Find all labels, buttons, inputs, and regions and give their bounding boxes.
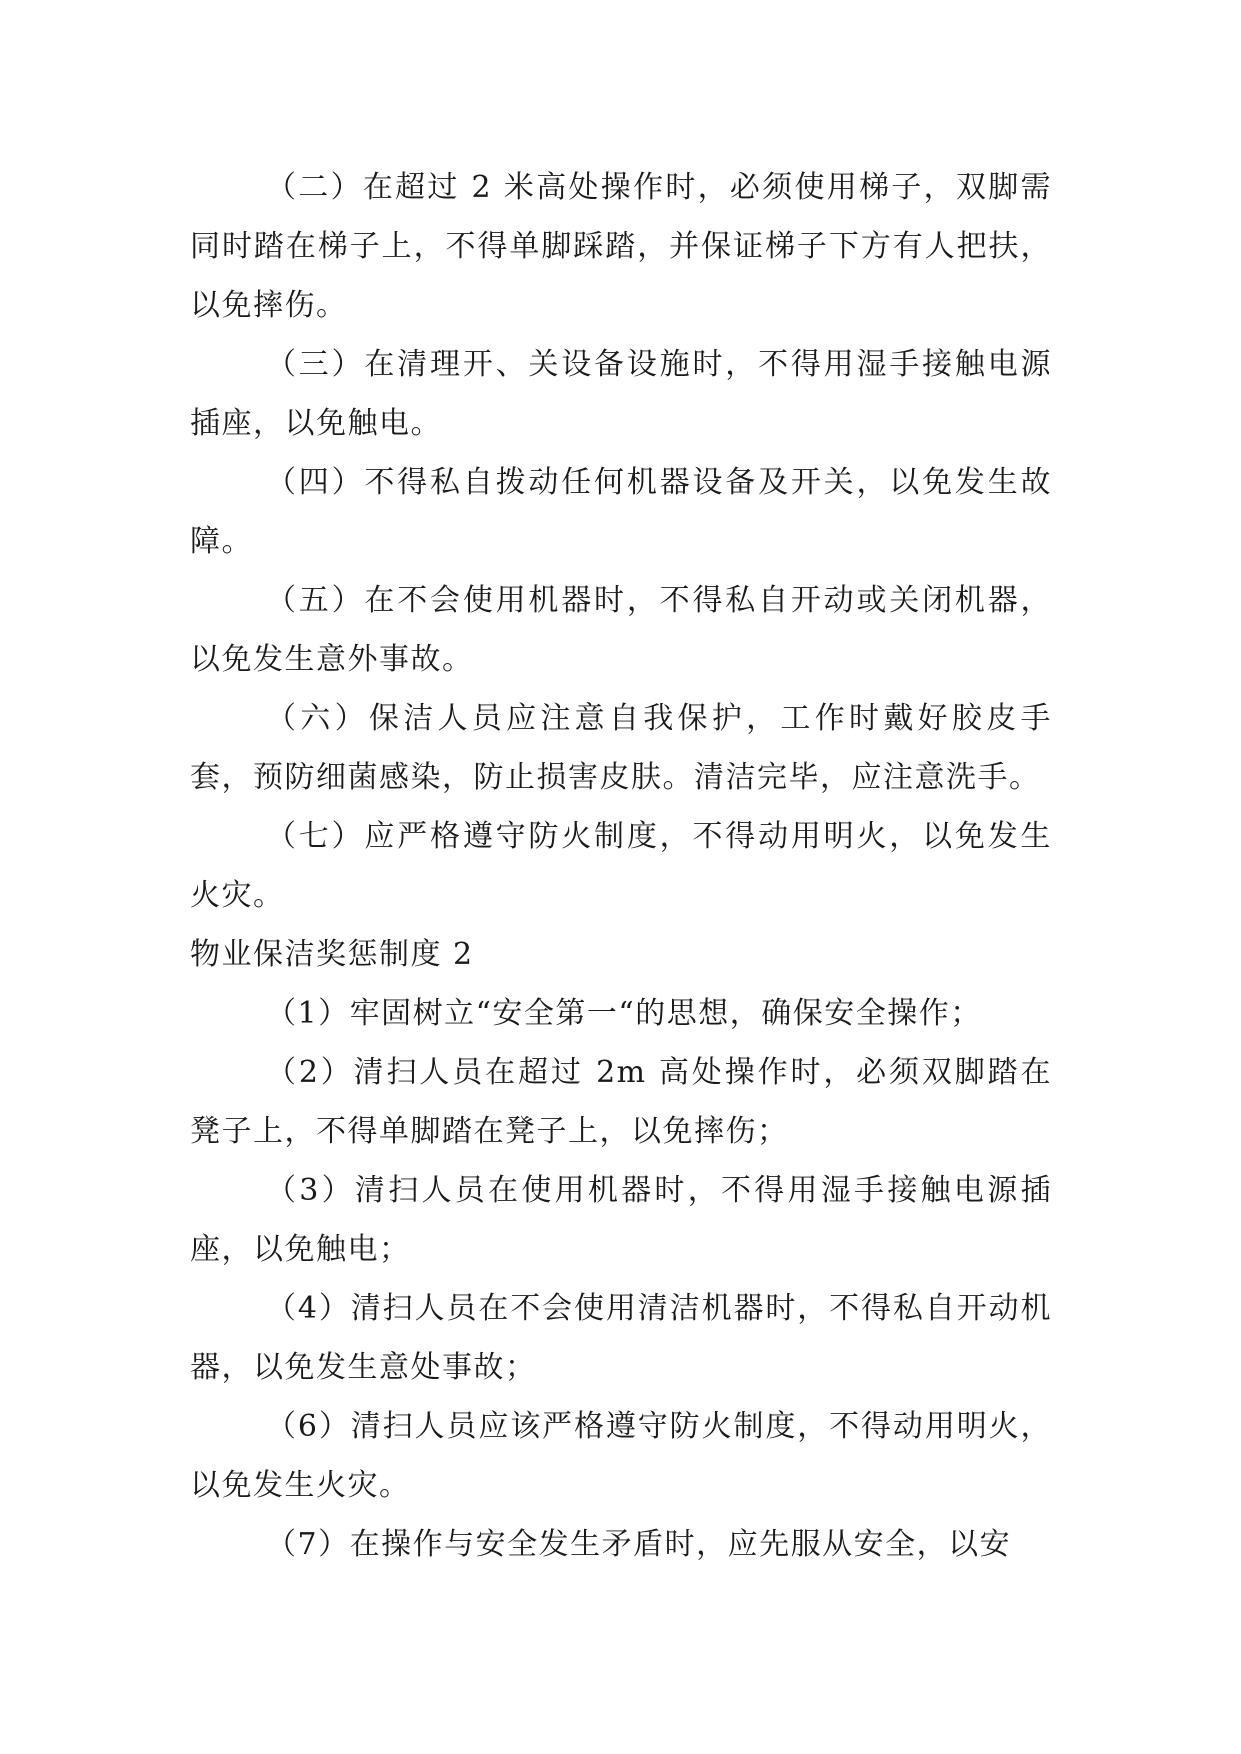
paragraph: （6）清扫人员应该严格遵守防火制度，不得动用明火，以免发生火灾。 — [190, 1409, 1052, 1503]
paragraph: （3）清扫人员在使用机器时，不得用湿手接触电源插座，以免触电； — [190, 1173, 1052, 1267]
paragraph: （1）牢固树立“安全第一“的思想，确保安全操作； — [266, 996, 982, 1031]
paragraph: （4）清扫人员在不会使用清洁机器时，不得私自开动机器，以免发生意处事故； — [190, 1291, 1052, 1385]
paragraph: （2）清扫人员在超过 2m 高处操作时，必须双脚踏在凳子上，不得单脚踏在凳子上，以免摔伤； — [190, 1055, 1052, 1149]
section-title: 物业保洁奖惩制度 2 — [190, 937, 474, 972]
paragraph: （7）在操作与安全发生矛盾时，应先服从安全，以安 — [266, 1527, 1012, 1562]
paragraph: （四）不得私自拨动任何机器设备及开关，以免发生故障。 — [190, 465, 1052, 559]
paragraph: （五）在不会使用机器时，不得私自开动或关闭机器，以免发生意外事故。 — [190, 583, 1052, 677]
paragraph: （二）在超过 2 米高处操作时，必须使用梯子，双脚需同时踏在梯子上，不得单脚踩踏，并保证梯子下方有人把扶，以免摔伤。 — [190, 170, 1052, 323]
paragraph: （六）保洁人员应注意自我保护，工作时戴好胶皮手套，预防细菌感染，防止损害皮肤。清洁完毕，应注意洗手。 — [190, 701, 1052, 795]
document-body — [190, 158, 1052, 1574]
paragraph: （七）应严格遵守防火制度，不得动用明火，以免发生火灾。 — [190, 819, 1052, 913]
paragraph: （三）在清理开、关设备设施时，不得用湿手接触电源插座，以免触电。 — [190, 347, 1052, 441]
